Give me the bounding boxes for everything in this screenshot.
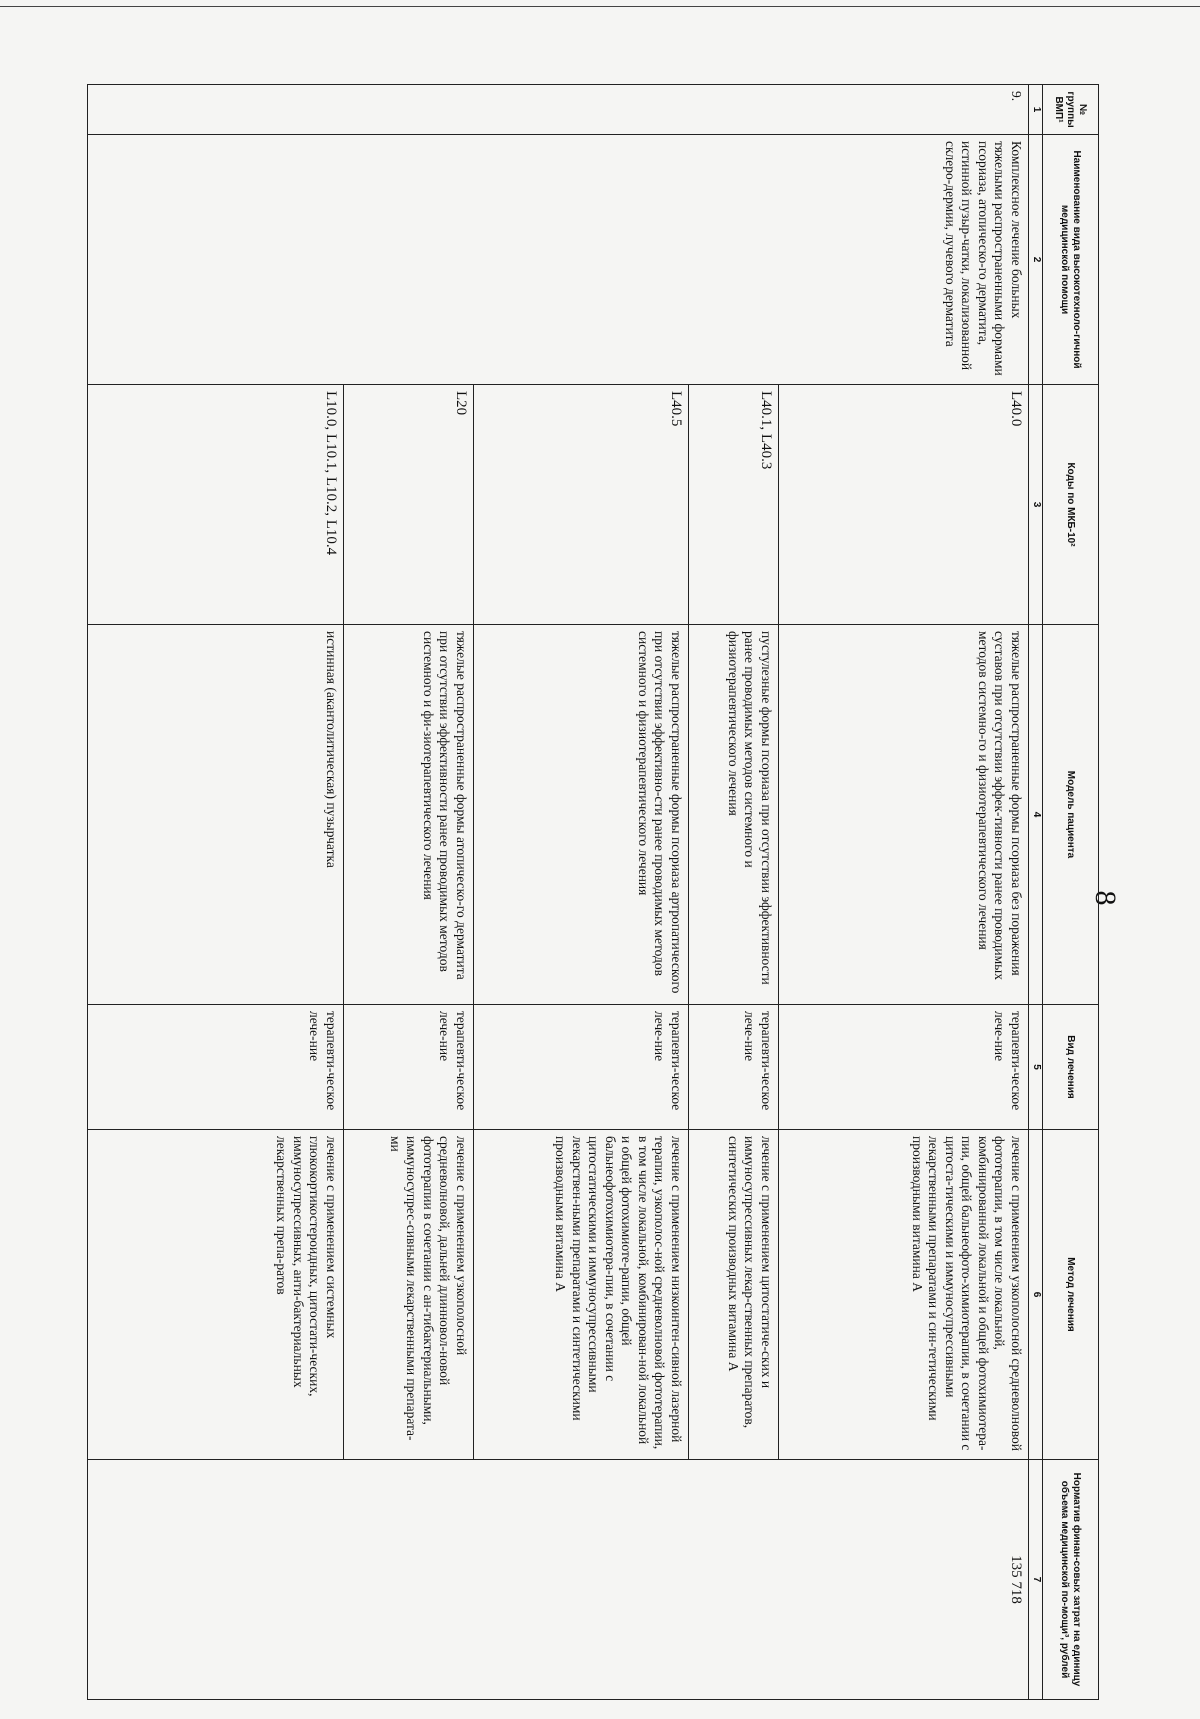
column-number: 1 — [1029, 85, 1043, 135]
vmp-table — [87, 84, 1099, 1700]
column-number-row — [1029, 85, 1043, 1700]
treatment-type: терапевти-ческое лече-ние — [779, 1005, 1029, 1130]
table-row — [779, 85, 1029, 1700]
patient-model: тяжелые распространенные формы псориаза артропатического при отсутствии эффективно-сти ранее проводимых методов системного и физиотерапевтического лечения — [474, 625, 689, 1005]
treatment-type: терапевти-ческое лече-ние — [474, 1005, 689, 1130]
treatment-method: лечение с применением системных глюкокортикостероидных, цитостати-ческих, иммуносупрессивных, анти-бактериальных лекарственных препа-ратов — [88, 1130, 344, 1460]
header-cost-standard: Норматив финан-совых затрат на единицу объема медицинской по-мощи³, рублей — [1043, 1460, 1099, 1700]
icd-code: L10.0, L10.1, L10.2, L10.4 — [88, 385, 344, 625]
table-header-row — [1043, 85, 1099, 1700]
icd-code: L40.5 — [474, 385, 689, 625]
column-number: 6 — [1029, 1130, 1043, 1460]
column-number: 7 — [1029, 1460, 1043, 1700]
column-number: 4 — [1029, 625, 1043, 1005]
icd-code: L40.1, L40.3 — [689, 385, 779, 625]
treatment-type: терапевти-ческое лече-ние — [344, 1005, 474, 1130]
treatment-method: лечение с применением цитостатиче-ских и иммуносупрессивных лекар-ственных препаратов, синтетических производных витамина А — [689, 1130, 779, 1460]
header-patient-model: Модель пациента — [1043, 625, 1099, 1005]
vmp-name: Комплексное лечение больных тяжелыми распространенными формами псориаза, атопическо-го дерматита, истинной пузыр-чатки, локализованной склеро-дермии, лучевого дерматита — [88, 135, 1029, 385]
treatment-method: лечение с применением узкополосной средневолновой фототерапии, в том числе локальной, комбинированной локальной и общей фотохимиотера-пии, общей бальнеофото-химиотерапии, в сочетании с цитоста-тическими и иммуносупрессивными лекарственными препаратами и син-тетическими производными витамина А — [779, 1130, 1029, 1460]
patient-model: истинная (акантолитическая) пузырчатка — [88, 625, 344, 1005]
patient-model: тяжелые распространенные формы псориаза без поражения суставов при отсутствии эффек-тивности ранее проводимых методов системно-го и физиотерапевтического лечения — [779, 625, 1029, 1005]
header-icd-codes: Коды по МКБ-10² — [1043, 385, 1099, 625]
icd-code: L40.0 — [779, 385, 1029, 625]
icd-code: L20 — [344, 385, 474, 625]
table-rotation-frame — [87, 84, 1099, 1699]
scan-edge-top — [0, 6, 1200, 7]
group-number: 9. — [88, 85, 1029, 135]
rotated-page-area — [87, 84, 1099, 1699]
header-treatment-type: Вид лечения — [1043, 1005, 1099, 1130]
column-number: 2 — [1029, 135, 1043, 385]
treatment-type: терапевти-ческое лече-ние — [88, 1005, 344, 1130]
header-vmp-name: Наименование вида высокотехноло-гичной медицинской помощи — [1043, 135, 1099, 385]
header-treatment-method: Метод лечения — [1043, 1130, 1099, 1460]
page-number: 8 — [1089, 890, 1122, 906]
header-group-number: № группы ВМП¹ — [1043, 85, 1099, 135]
patient-model: тяжелые распространенные формы атопическо-го дерматита при отсутствии эффективности ранее проводимых методов системного и фи-зиотерапевтического лечения — [344, 625, 474, 1005]
patient-model: пустулезные формы псориаза при отсутствии эффективности ранее проводимых методов системного и физиотерапевтического лечения — [689, 625, 779, 1005]
column-number: 5 — [1029, 1005, 1043, 1130]
treatment-method: лечение с применением узкополосной средневолновой, дальней длинновол-новой фототерапии в сочетании с ан-тибактериальными, иммуносупрес-сивными лекарственными препарата-ми — [344, 1130, 474, 1460]
treatment-type: терапевти-ческое лече-ние — [689, 1005, 779, 1130]
cost-standard: 135 718 — [88, 1460, 1029, 1700]
column-number: 3 — [1029, 385, 1043, 625]
treatment-method: лечение с применением низкоинтен-сивной лазерной терапии, узкополос-ной средневолновой фототерапии, в том числе локальной, комбинирован-ной локальной и общей фотохимиоте-рапии, общей бальнеофотохимиотера-пии, в сочетании с цитостатическими и иммуносупрессивными лекарствен-ными препаратами и синтетическими производными витамина А — [474, 1130, 689, 1460]
